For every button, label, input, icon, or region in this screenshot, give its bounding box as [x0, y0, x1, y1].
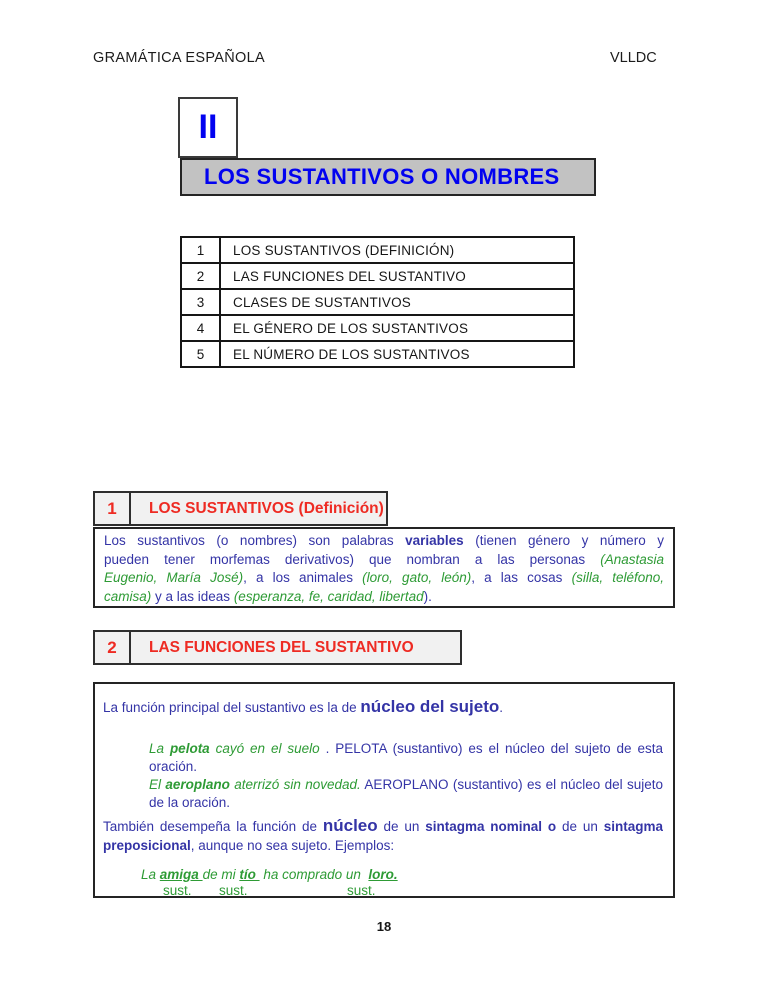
- text-line: La pelota cayó en el suelo . PELOTA (sustantivo) es el núcleo del sujeto de esta: [149, 741, 663, 756]
- section-1-header: [93, 491, 388, 526]
- section-2-body: [93, 682, 675, 898]
- section-1-title: LOS SUSTANTIVOS (Definición): [149, 500, 384, 517]
- chapter-title-banner: LOS SUSTANTIVOS O NOMBRES: [180, 158, 596, 196]
- running-header-right: VLLDC: [610, 50, 657, 66]
- toc-row: [181, 263, 574, 289]
- toc-row: [181, 315, 574, 341]
- text-line: pueden tener morfemas derivativos) que nombran a las personas (Anastasia: [104, 551, 664, 567]
- toc-row: [181, 237, 574, 263]
- section-1-number: 1: [95, 493, 131, 524]
- final-example: [141, 866, 561, 902]
- toc-row: [181, 289, 574, 315]
- text-line: Los sustantivos (o nombres) son palabras variables (tienen género y número y: [104, 533, 664, 548]
- text-line: La función principal del sustantivo es la de núcleo del sujeto.: [103, 697, 504, 716]
- text-line: preposicional, aunque no sea sujeto. Ejemplos:: [103, 838, 395, 853]
- text-line: camisa) y a las ideas (esperanza, fe, caridad, libertad).: [104, 588, 432, 604]
- toc-row-number: 2: [181, 263, 220, 289]
- running-header-left: GRAMÁTICA ESPAÑOLA: [93, 50, 265, 66]
- toc-row-label: EL GÉNERO DE LOS SUSTANTIVOS: [220, 315, 574, 341]
- toc-row-label: LAS FUNCIONES DEL SUSTANTIVO: [220, 263, 574, 289]
- text-line: También desempeña la función de núcleo de un sintagma nominal o de un sintagma: [103, 816, 663, 835]
- example-sentences-block: [149, 740, 663, 812]
- toc-row-number: 4: [181, 315, 220, 341]
- text-line: El aeroplano aterrizó sin novedad. AEROPLANO (sustantivo) es el núcleo del sujeto: [149, 777, 663, 792]
- tambien-paragraph: [103, 816, 663, 856]
- final-example-sentence: [141, 866, 561, 883]
- function-intro-paragraph: [103, 696, 663, 718]
- text-line: La amiga de mi tío ha comprado un loro.: [141, 867, 398, 882]
- toc-row-label: EL NÚMERO DE LOS SUSTANTIVOS: [220, 341, 574, 367]
- text-line: de la oración.: [149, 795, 231, 810]
- toc-row: [181, 341, 574, 367]
- section-1-body: [93, 527, 675, 608]
- toc-row-number: 5: [181, 341, 220, 367]
- toc-row-number: 1: [181, 237, 220, 263]
- toc-row-number: 3: [181, 289, 220, 315]
- page-number: 18: [376, 919, 392, 934]
- chapter-number-box: II: [178, 97, 238, 158]
- section-2-header: [93, 630, 462, 665]
- sust-label: sust.: [219, 883, 248, 898]
- text-line: Eugenio, María José), a los animales (loro, gato, león), a las cosas (silla, teléfono,: [104, 570, 664, 585]
- text-line: oración.: [149, 759, 198, 774]
- section-2-number: 2: [95, 632, 131, 663]
- toc-row-label: CLASES DE SUSTANTIVOS: [220, 289, 574, 315]
- sust-label: sust.: [163, 883, 192, 898]
- toc-table: [180, 236, 575, 368]
- sust-label: sust.: [347, 883, 376, 898]
- section-2-title: LAS FUNCIONES DEL SUSTANTIVO: [149, 639, 414, 656]
- toc-row-label: LOS SUSTANTIVOS (DEFINICIÓN): [220, 237, 574, 263]
